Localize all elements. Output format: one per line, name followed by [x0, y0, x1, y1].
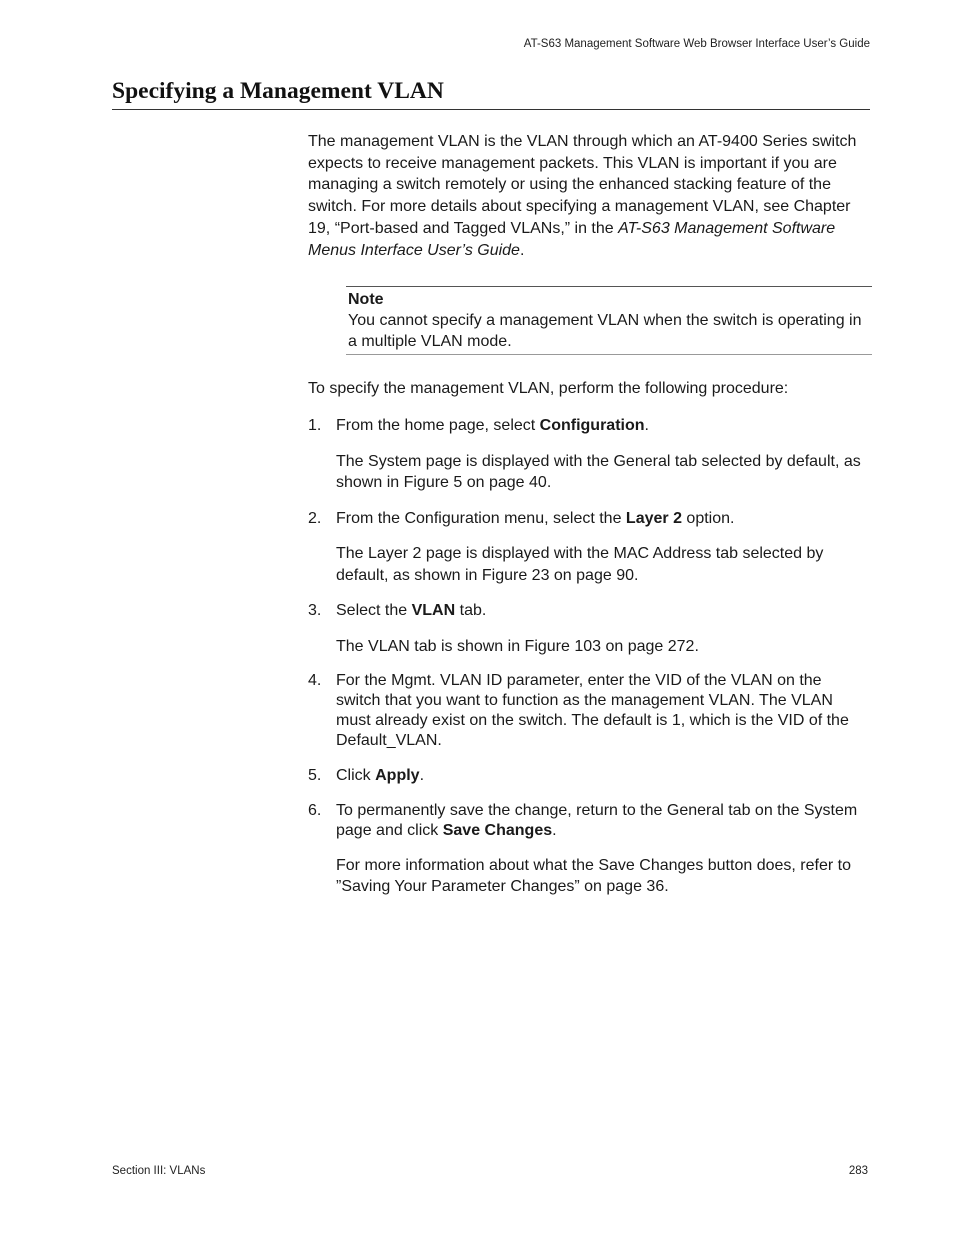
step-menu-item: VLAN: [411, 602, 456, 619]
title-divider: [112, 109, 870, 110]
step-item: [308, 415, 870, 494]
step-text: For the Mgmt. VLAN ID parameter, enter the VID of the VLAN on the switch that you want to function as the management VLAN. The VLAN must already exist on the switch. The default is 1, which is the VID of the Default_VLAN.: [336, 672, 849, 749]
intro-text-end: .: [519, 241, 525, 259]
footer-section: Section III: VLANs: [112, 1165, 206, 1177]
step-text: Select the: [336, 602, 412, 619]
step-text: From the home page, select: [336, 417, 540, 434]
step-number: 4.: [308, 672, 322, 689]
step-text: From the Configuration menu, select the: [336, 509, 626, 527]
step-text-end: .: [552, 821, 557, 839]
step-number: 6.: [308, 801, 322, 819]
step-text: Click: [336, 767, 376, 784]
step-item: [308, 801, 870, 898]
step-text: To permanently save the change, return to the General tab on the System page and click: [336, 801, 858, 839]
step-item: [308, 765, 870, 787]
step-text-end: option.: [681, 509, 735, 527]
procedure-steps: [308, 415, 870, 912]
note-label: Note: [348, 291, 384, 308]
note-text: You cannot specify a management VLAN when the switch is operating in a multiple VLAN mode.: [348, 312, 862, 350]
intro-guide-title: AT-S63 Management Software Menus Interface User’s Guide: [308, 219, 836, 259]
step-result: The System page is displayed with the General tab selected by default, as shown in Figure 5 on page 40.: [336, 452, 861, 491]
step-text-end: .: [419, 767, 425, 784]
step-text-end: tab.: [455, 602, 487, 619]
step-menu-item: Configuration: [539, 417, 645, 434]
step-button-name: Apply: [375, 767, 420, 784]
step-number: 3.: [308, 602, 322, 619]
step-button-name: Save Changes: [442, 821, 553, 839]
note-box: [346, 286, 872, 355]
procedure-lead-text: To specify the management VLAN, perform the following procedure:: [308, 380, 789, 397]
intro-paragraph: [308, 131, 870, 261]
step-menu-item: Layer 2: [625, 509, 682, 527]
step-item: [308, 671, 870, 751]
step-number: 2.: [308, 509, 322, 527]
page-number: 283: [848, 1165, 868, 1177]
procedure-lead: [308, 378, 870, 400]
step-number: 1.: [308, 417, 322, 434]
step-text-end: .: [644, 417, 649, 434]
running-header: AT-S63 Management Software Web Browser Interface User’s Guide: [523, 38, 870, 50]
step-number: 5.: [308, 767, 322, 784]
step-item: [308, 508, 870, 587]
intro-text: The management VLAN is the VLAN through which an AT-9400 Series switch expects to receive management packets. This VLAN is important if you are managing a switch remotely or using the enhanced stacking feature of the switch. For more details about specifying a management VLAN, see Chapter 19, “Port-based and Tagged VLANs,” in the: [308, 133, 857, 237]
step-result: For more information about what the Save Changes button does, refer to ”Saving Your Parameter Changes” on page 36.: [336, 856, 851, 895]
step-result: The Layer 2 page is displayed with the MAC Address tab selected by default, as shown in Figure 23 on page 90.: [336, 545, 824, 584]
section-title: Specifying a Management VLAN: [112, 78, 444, 104]
step-item: [308, 600, 870, 657]
step-result: The VLAN tab is shown in Figure 103 on page 272.: [336, 637, 699, 655]
